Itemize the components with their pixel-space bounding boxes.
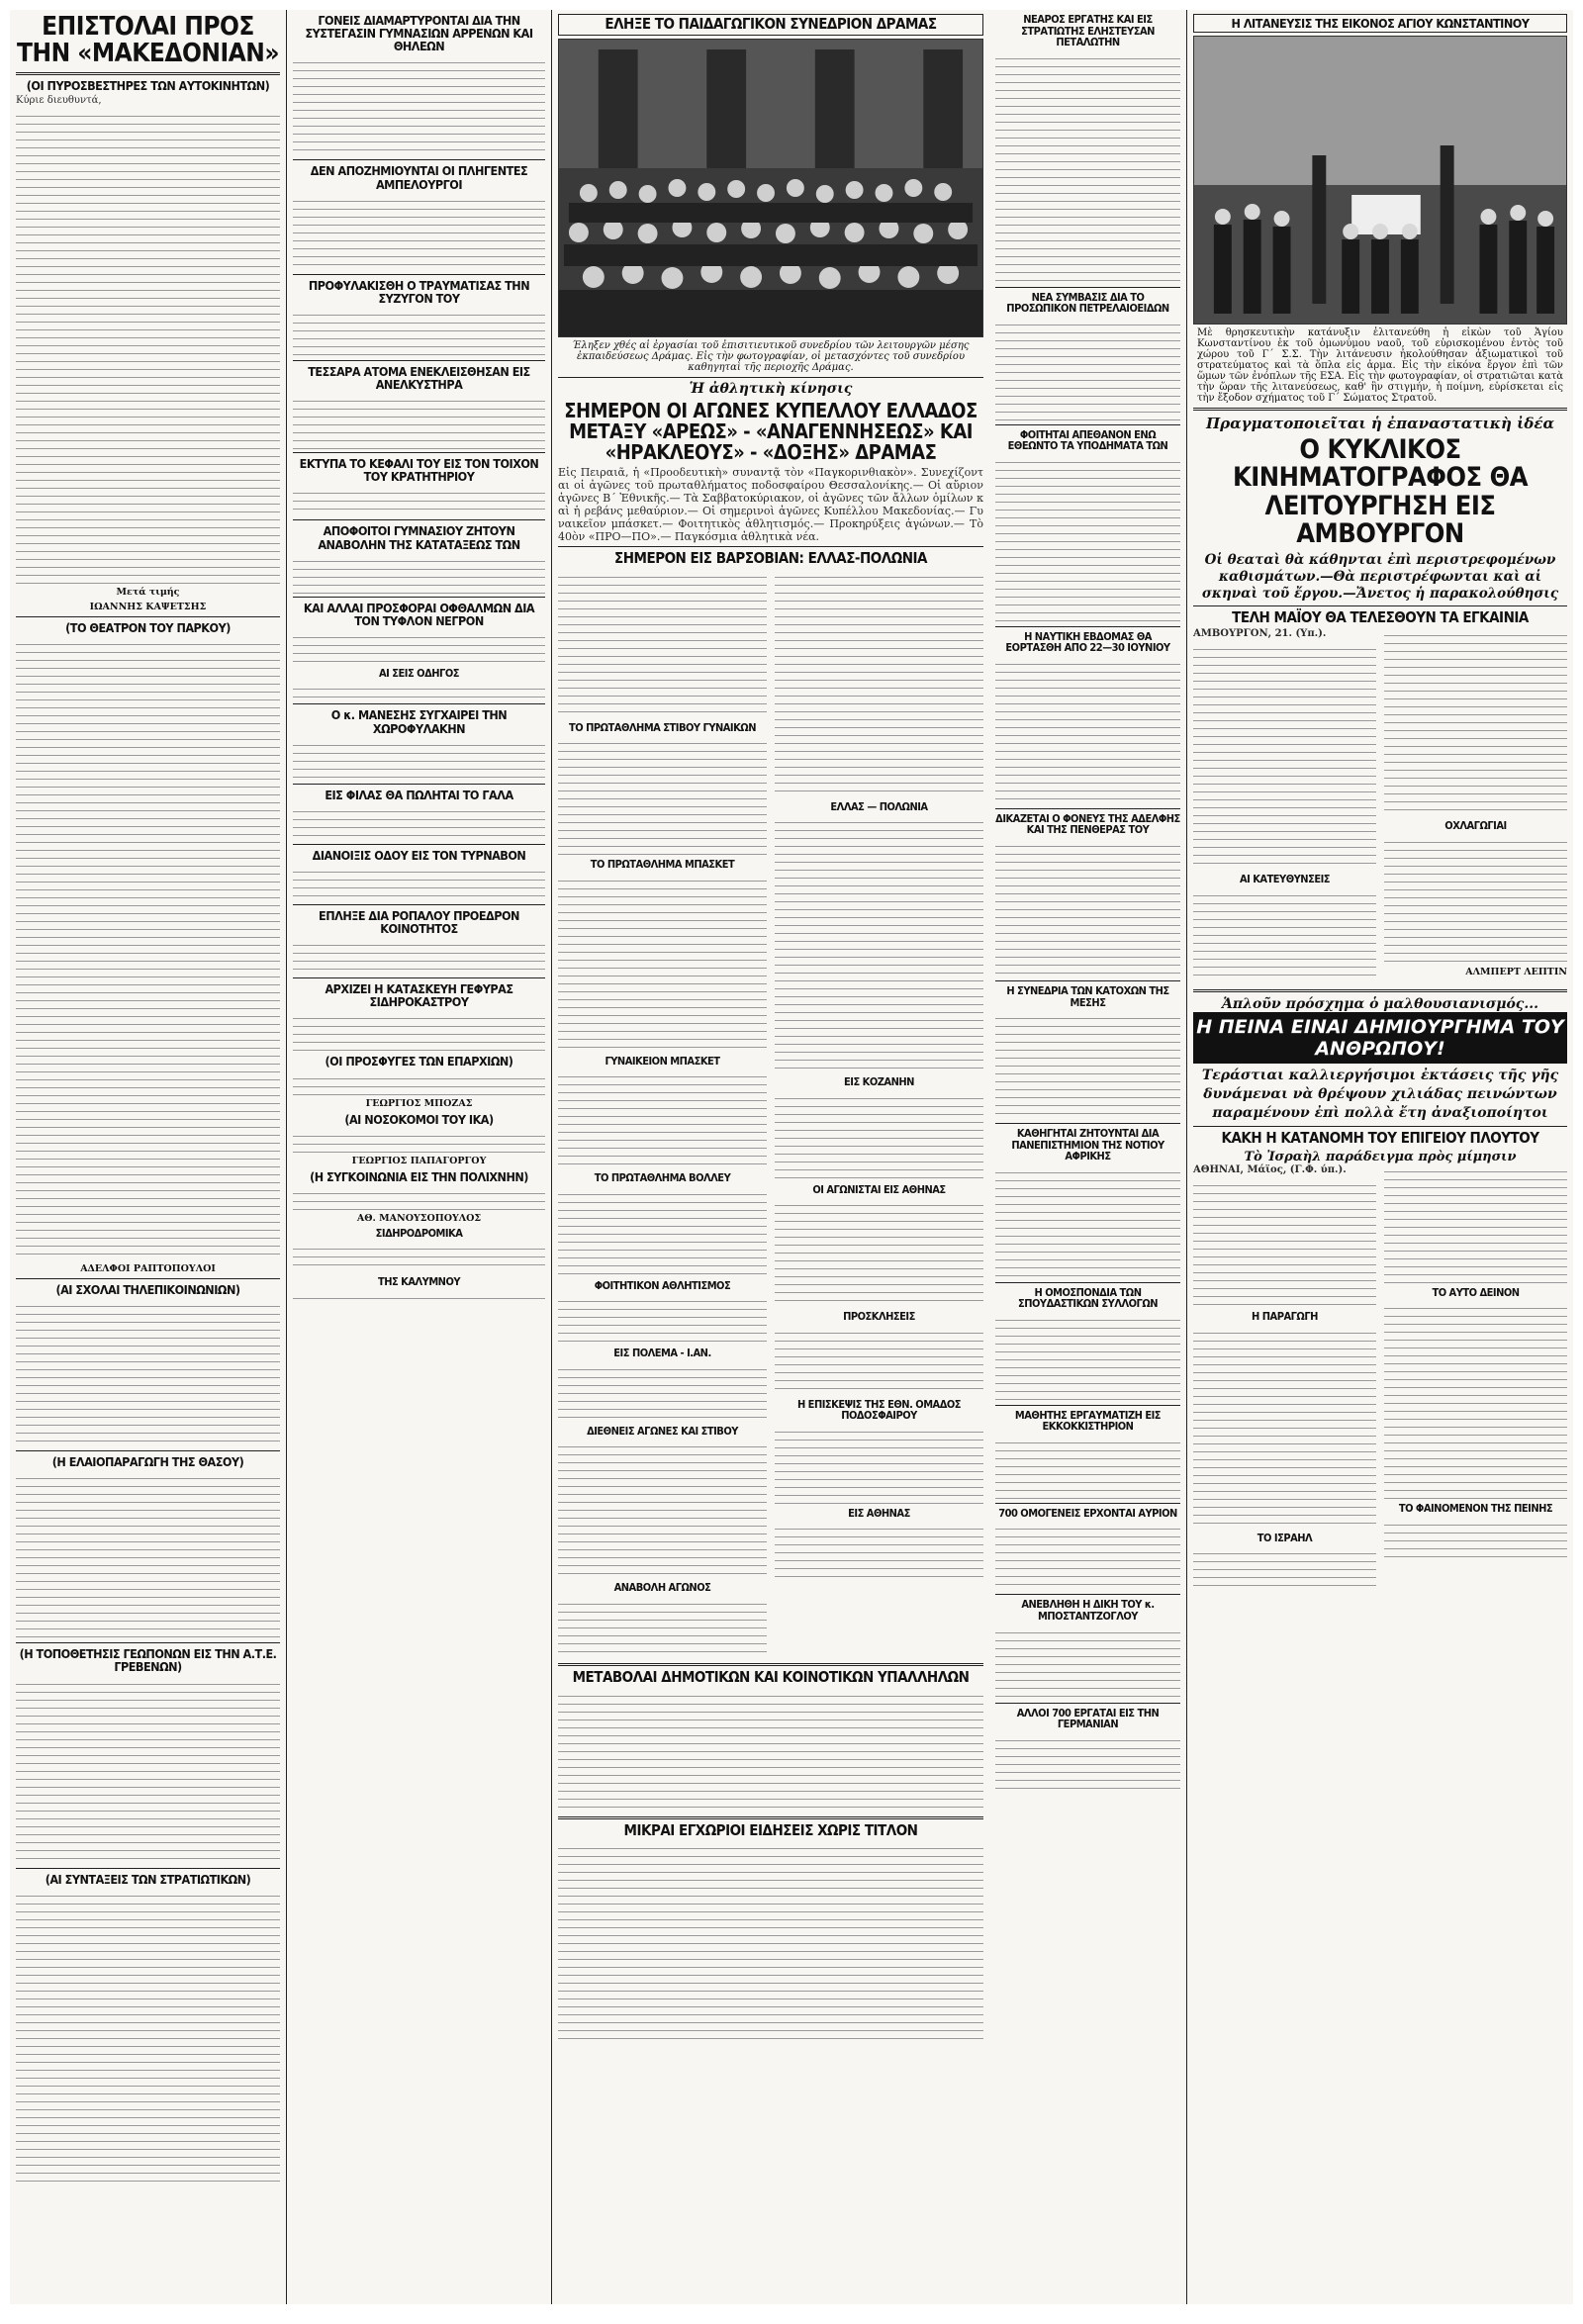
letter-signature-closing: Μετά τιμής [116, 586, 180, 598]
headline-students-shoes: ΦΟΙΤΗΤΑΙ ΑΠΕΘΑΝΟΝ ΕΝΩ ΕΘΕΩΝΤΟ ΤΑ ΥΠΟΔΗΜΑΤΑ ΤΩΝ [1007, 427, 1168, 453]
sports-text-10 [775, 570, 983, 797]
sports-sub-women-basket: ΓΥΝΑΙΚΕΙΟΝ ΜΠΑΣΚΕΤ [605, 1054, 720, 1068]
sports-text-14 [775, 1326, 983, 1395]
article-wife-injured [293, 308, 545, 357]
hunger-two-columns [1193, 1164, 1567, 1589]
letter-body-olive-oil [16, 1471, 280, 1639]
letter-signature-manousopoulos: ΑΘ. ΜΑΝΟΥΣΟΠΟΥΛΟΣ [356, 1212, 482, 1224]
headline-student-federation: Η ΟΜΟΣΠΟΝΔΙΑ ΤΩΝ ΣΠΟΥΔΑΣΤΙΚΩΝ ΣΥΛΛΟΓΩΝ [1017, 1285, 1159, 1311]
sports-kicker: Ἡ ἀθλητικὴ κίνησις [689, 380, 853, 397]
headline-milk-bottles: ΕΙΣ ΦΙΛΑΣ ΘΑ ΠΩΛΗΤΑΙ ΤΟ ΓΑΛΑ [325, 787, 513, 802]
article-driver [293, 682, 545, 700]
letter-signature-papagorgou: ΓΕΩΡΓΙΟΣ ΠΑΠΑΓΟΡΓΟΥ [351, 1155, 487, 1166]
sports-right-col [775, 570, 983, 1659]
hunger-text-3 [1193, 1546, 1376, 1586]
headline-railways: ΣΙΔΗΡΟΔΡΟΜΙΚΑ [375, 1226, 463, 1240]
letter-heading-polichni-transport: (Η ΣΥΓΚΟΙΝΩΝΙΑ ΕΙΣ ΤΗΝ ΠΟΛΙΧΝΗΝ) [310, 1168, 528, 1184]
headline-wife-injured: ΠΡΟΦΥΛΑΚΙΣΘΗ Ο ΤΡΑΥΜΑΤΙΣΑΣ ΤΗΝ ΣΥΖΥΓΟΝ ΤΟΥ [308, 277, 530, 306]
letter-body-agronomists [16, 1677, 280, 1865]
headline-young-worker: ΝΕΑΡΟΣ ΕΡΓΑΤΗΣ ΚΑΙ ΕΙΣ ΣΤΡΑΤΙΩΤΗΣ ΕΛΗΣΤΕΥΣΑΝ ΠΕΤΑΛΩΤΗΝ [1021, 13, 1155, 49]
headline-bridge: ΑΡΧΙΖΕΙ Η ΚΑΤΑΣΚΕΥΗ ΓΕΦΥΡΑΣ ΣΙΔΗΡΟΚΑΣΤΡΟΥ [325, 981, 513, 1010]
article-milk [293, 804, 545, 841]
cinema-sub-entertainment: ΟΧΛΑΓΩΓΙΑΙ [1444, 819, 1507, 833]
column-news-brief [287, 10, 552, 2304]
article-municipal-staff [558, 1689, 983, 1813]
photo-procession [1193, 36, 1567, 325]
article-bridge [293, 1011, 545, 1051]
article-parents-protest [293, 55, 545, 156]
headline-warsaw: ΣΗΜΕΡΟΝ ΕΙΣ ΒΑΡΣΟΒΙΑΝ: ΕΛΛΑΣ-ΠΟΛΩΝΙΑ [614, 548, 927, 567]
sports-sub-women-track: ΤΟ ΠΡΩΤΑΘΛΗΜΑ ΣΤΙΒΟΥ ΓΥΝΑΙΚΩΝ [569, 720, 756, 734]
headline-naval-week: Η ΝΑΥΤΙΚΗ ΕΒΔΟΜΑΣ ΘΑ ΕΟΡΤΑΣΘΗ ΑΠΟ 22—30 ΙΟΥΝΙΟΥ [1005, 629, 1170, 655]
sports-sub-polema: ΕΙΣ ΠΟΛΕΜΑ - Ι.ΑΝ. [613, 1347, 711, 1360]
sports-left-col [558, 570, 767, 1659]
letter-signature-bozas: ΓΕΩΡΓΙΟΣ ΜΠΟΖΑΣ [365, 1097, 473, 1109]
cinema-text-4 [1384, 835, 1567, 964]
article-club-attack [293, 938, 545, 975]
headline-trial-postponed: ΑΝΕΒΛΗΘΗ Η ΔΙΚΗ ΤΟΥ κ. ΜΠΟΣΤΑΝΤΖΟΓΛΟΥ [1021, 1598, 1155, 1624]
headline-municipal-staff: ΜΕΤΑΒΟΛΑΙ ΔΗΜΟΤΙΚΩΝ ΚΑΙ ΚΟΙΝΟΤΙΚΩΝ ΥΠΑΛΛΗΛΩΝ [572, 1667, 970, 1686]
headline-kalymnos: ΤΗΣ ΚΑΛΥΜΝΟΥ [377, 1275, 461, 1289]
hunger-deck: Τεράστιαι καλλιεργήσιμοι ἐκτάσεις τῆς γῆς δυνάμεναι νὰ θρέψουν χιλιάδας πεινώντων παραμένουν ἐπὶ πολλὰ ἔτη ἀναξιοποίητοι [1201, 1068, 1559, 1121]
article-murderer-trial [995, 839, 1180, 977]
sports-text-4 [558, 1069, 767, 1168]
letter-body-theatre [16, 637, 280, 1260]
headline-cup-games: ΣΗΜΕΡΟΝ ΟΙ ΑΓΩΝΕΣ ΚΥΠΕΛΛΟΥ ΕΛΛΑΔΟΣ ΜΕΤΑΞΥ «ΑΡΕΩΣ» - «ΑΝΑΓΕΝΝΗΣΕΩΣ» ΚΑΙ «ΗΡΑΚΛΕΟΥΣ» - «ΔΟΞΗΣ» ΔΡΑΜΑΣ [564, 398, 978, 464]
letter-continued-body [293, 1071, 545, 1095]
hunger-sub-same-evil: ΤΟ ΑΥΤΟ ΔΕΙΝΟΝ [1432, 1285, 1520, 1299]
cinema-text-1 [1193, 642, 1376, 870]
headline-manesis: Ο κ. ΜΑΝΕΣΗΣ ΣΥΓΧΑΙΡΕΙ ΤΗΝ ΧΩΡΟΦΥΛΑΚΗΝ [330, 707, 508, 736]
letter-body-pensions [16, 1889, 280, 2185]
sports-text-16 [775, 1522, 983, 1581]
hunger-text-5 [1384, 1301, 1567, 1499]
letter-heading-telecom-schools: (ΑΙ ΣΧΟΛΑΙ ΤΗΛΕΠΙΚΟΙΝΩΝΙΩΝ) [55, 1282, 240, 1298]
letter-body-extinguishers [16, 109, 280, 584]
letter-continued-body [293, 1186, 545, 1210]
letter-heading-theatre: (ΤΟ ΘΕΑΤΡΟΝ ΤΟΥ ΠΑΡΚΟΥ) [65, 619, 231, 635]
article-young-worker [995, 51, 1180, 284]
hunger-text-1 [1193, 1178, 1376, 1307]
letter-signature-name: ΙΩΑΝΝΗΣ ΚΑΨΕΤΣΗΣ [89, 601, 207, 612]
column-features [1187, 10, 1573, 2304]
article-naval-week [995, 657, 1180, 805]
hunger-dateline: ΑΘΗΝΑΙ, Μάϊος, (Γ.Φ. ύπ.). [1193, 1163, 1347, 1175]
column-local-news [989, 10, 1187, 2304]
headline-jail-wall: ΕΚΤΥΠΑ ΤΟ ΚΕΦΑΛΙ ΤΟΥ ΕΙΣ ΤΟΝ ΤΟΙΧΟΝ ΤΟΥ ΚΡΑΤΗΤΗΡΙΟΥ [299, 456, 539, 485]
sports-text-11 [775, 815, 983, 1072]
photo-conference [558, 39, 983, 337]
sports-text-3 [558, 874, 767, 1052]
sports-two-columns [558, 570, 983, 1659]
headline-circular-cinema: Ο ΚΥΚΛΙΚΟΣ ΚΙΝΗΜΑΤΟΓΡΑΦΟΣ ΘΑ ΛΕΙΤΟΥΡΓΗΣΗ ΕΙΣ ΑΜΒΟΥΡΓΟΝ [1232, 434, 1529, 550]
letter-continued-body [293, 1129, 545, 1153]
headline-eye-offers: ΚΑΙ ΑΛΛΑΙ ΠΡΟΣΦΟΡΑΙ ΟΦΘΑΛΜΩΝ ΔΙΑ ΤΟΝ ΤΥΦΛΟΝ ΝΕΓΡΟΝ [303, 600, 535, 628]
letters-continued [293, 1055, 545, 1223]
sports-text-13 [775, 1198, 983, 1307]
headline-opening-may: ΤΕΛΗ ΜΑΪΟΥ ΘΑ ΤΕΛΕΣΘΟΥΝ ΤΑ ΕΓΚΑΙΝΙΑ [1232, 607, 1529, 626]
procession-photo-image [1194, 37, 1566, 324]
article-owners-meeting [995, 1011, 1180, 1120]
cinema-left-col [1193, 628, 1376, 985]
article-jail-wall [293, 486, 545, 516]
letter-heading-extinguishers: (ΟΙ ΠΥΡΟΣΒΕΣΤΗΡΕΣ ΤΩΝ ΑΥΤΟΚΙΝΗΤΩΝ) [26, 77, 270, 93]
article-students-shoes [995, 455, 1180, 623]
hunger-right-col [1384, 1164, 1567, 1589]
letters-title: ΕΠΙΣΤΟΛΑΙ ΠΡΟΣ ΤΗΝ «ΜΑΚΕΔΟΝΙΑΝ» [17, 12, 279, 69]
sports-sub-volley: ΤΟ ΠΡΩΤΑΘΛΗΜΑ ΒΟΛΛΕΥ [594, 1171, 731, 1185]
sports-sub-postponed: ΑΝΑΒΟΛΗ ΑΓΩΝΟΣ [613, 1581, 711, 1595]
hunger-sub-production: Η ΠΑΡΑΓΩΓΗ [1252, 1309, 1318, 1323]
headline-700-expats: 700 ΟΜΟΓΕΝΕΙΣ ΕΡΧΟΝΤΑΙ ΑΥΡΙΟΝ [998, 1506, 1177, 1520]
sports-sub-greece-poland: ΕΛΛΑΣ — ΠΟΛΩΝΙΑ [830, 799, 928, 813]
article-student-injured [995, 1436, 1180, 1500]
sports-text-7 [558, 1362, 767, 1422]
article-graduates [293, 554, 545, 594]
letter-heading-refugees: (ΟΙ ΠΡΟΣΦΥΓΕΣ ΤΩΝ ΕΠΑΡΧΙΩΝ) [325, 1054, 513, 1069]
hunger-sub-israel: ΤΟ ΙΣΡΑΗΛ [1257, 1531, 1313, 1544]
headline-minor-news: ΜΙΚΡΑΙ ΕΓΧΩΡΙΟΙ ΕΙΔΗΣΕΙΣ ΧΩΡΙΣ ΤΙΤΛΟΝ [623, 1820, 918, 1839]
article-700-expats [995, 1522, 1180, 1591]
cinema-dateline: ΑΜΒΟΥΡΓΟΝ, 21. (Υπ.). [1193, 628, 1327, 640]
letter-body-telecom [16, 1299, 280, 1447]
hunger-left-col [1193, 1164, 1376, 1589]
hunger-text-4 [1384, 1164, 1567, 1283]
cinema-text-3 [1384, 628, 1567, 816]
sports-sub-athens: ΕΙΣ ΑΘΗΝΑΣ [848, 1506, 910, 1520]
letter-greeting: Κύριε διευθυντά, [16, 94, 102, 106]
sports-text-15 [775, 1425, 983, 1504]
sports-sub-kozani: ΕΙΣ ΚΟΖΑΝΗΝ [844, 1075, 914, 1089]
sports-sub-basket: ΤΟ ΠΡΩΤΑΘΛΗΜΑ ΜΠΑΣΚΕΤ [590, 858, 735, 872]
headline-murderer-trial: ΔΙΚΑΖΕΤΑΙ Ο ΦΟΝΕΥΣ ΤΗΣ ΑΔΕΛΦΗΣ ΚΑΙ ΤΗΣ ΠΕΝΘΕΡΑΣ ΤΟΥ [995, 811, 1180, 837]
headline-owners-meeting: Η ΣΥΝΕΔΡΙΑ ΤΩΝ ΚΑΤΟΧΩΝ ΤΗΣ ΜΕΣΗΣ [1006, 984, 1169, 1009]
article-student-federation [995, 1313, 1180, 1402]
hunger-text-2 [1193, 1326, 1376, 1529]
sports-text-9 [558, 1597, 767, 1656]
newspaper-page [10, 10, 1573, 2304]
cinema-two-columns [1193, 628, 1567, 985]
article-tyrnavos [293, 865, 545, 901]
cinema-deck: Οἱ θεαταὶ θὰ κάθηνται ἐπὶ περιστρεφομένων καθισμάτων.—Θὰ περιστρέφωνται καὶ αἱ σκηναὶ τοῦ ἔργου.—Ἄνετος ἡ παρακολούθησις [1201, 551, 1559, 602]
letter-heading-nurses: (ΑΙ ΝΟΣΟΚΟΜΟΙ ΤΟΥ ΙΚΑ) [344, 1111, 494, 1127]
article-workers-germany [995, 1733, 1180, 1793]
letter-heading-olive-oil: (Η ΕΛΑΙΟΠΑΡΑΓΩΓΗ ΤΗΣ ΘΑΣΟΥ) [51, 1454, 244, 1470]
cinema-byline: ΑΛΜΠΕΡΤ ΛΕΠΤΙΝ [1465, 966, 1567, 977]
hunger-israel-sub: Τὸ Ἰσραὴλ παράδειγμα πρὸς μίμησιν [1244, 1149, 1517, 1164]
headline-vine-growers: ΔΕΝ ΑΠΟΖΗΜΙΟΥΝΤΑΙ ΟΙ ΠΛΗΓΕΝΤΕΣ ΑΜΠΕΛΟΥΡΓΟΙ [310, 163, 528, 192]
headline-procession: Η ΛΙΤΑΝΕΥΣΙΣ ΤΗΣ ΕΙΚΟΝΟΣ ΑΓΙΟΥ ΚΩΝΣΤΑΝΤΙΝΟΥ [1193, 14, 1567, 33]
headline-tyrnavos-road: ΔΙΑΝΟΙΞΙΣ ΟΔΟΥ ΕΙΣ ΤΟΝ ΤΥΡΝΑΒΟΝ [312, 847, 526, 863]
headline-petroleum-contract: ΝΕΑ ΣΥΜΒΑΣΙΣ ΔΙΑ ΤΟ ΠΡΟΣΩΠΙΚΟΝ ΠΕΤΡΕΛΑΙΟΕΙΔΩΝ [1006, 290, 1169, 316]
article-petroleum [995, 318, 1180, 421]
sports-sub-invitations: ΠΡΟΣΚΛΗΣΕΙΣ [843, 1310, 915, 1324]
article-vine-growers [293, 194, 545, 271]
conference-photo-image [559, 40, 982, 336]
sports-text-6 [558, 1294, 767, 1344]
cinema-kicker: Πραγματοποιεῖται ἡ ἐπαναστατικὴ ἰδέα [1205, 415, 1554, 433]
article-minor-news [558, 1841, 983, 2039]
cinema-sub-directions: ΑΙ ΚΑΤΕΥΘΥΝΣΕΙΣ [1239, 873, 1331, 886]
letter-signature-brothers: ΑΔΕΛΦΟΙ ΡΑΠΤΟΠΟΥΛΟΙ [80, 1263, 216, 1275]
headline-professors-africa: ΚΑΘΗΓΗΤΑΙ ΖΗΤΟΥΝΤΑΙ ΔΙΑ ΠΑΝΕΠΙΣΤΗΜΙΟΝ ΤΗΣ ΝΟΤΙΟΥ ΑΦΡΙΚΗΣ [1011, 1127, 1164, 1163]
article-railways [293, 1242, 545, 1272]
sports-sub-athletes-athens: ΟΙ ΑΓΩΝΙΣΤΑΙ ΕΙΣ ΑΘΗΝΑΣ [812, 1182, 946, 1196]
headline-workers-germany: ΑΛΛΟΙ 700 ΕΡΓΑΤΑΙ ΕΙΣ ΤΗΝ ΓΕΡΜΑΝΙΑΝ [1016, 1706, 1160, 1731]
sports-text-2 [558, 736, 767, 855]
sports-sub-intl-track: ΔΙΕΘΝΕΙΣ ΑΓΩΝΕΣ ΚΑΙ ΣΤΙΒΟΥ [587, 1424, 738, 1438]
article-elevator [293, 394, 545, 449]
headline-drama-conference: ΕΛΗΞΕ ΤΟ ΠΑΙΔΑΓΩΓΙΚΟΝ ΣΥΝΕΔΡΙΟΝ ΔΡΑΜΑΣ [558, 14, 983, 36]
headline-elevator: ΤΕΣΣΑΡΑ ΑΤΟΜΑ ΕΝΕΚΛΕΙΣΘΗΣΑΝ ΕΙΣ ΑΝΕΛΚΥΣΤΗΡΑ [308, 363, 530, 392]
procession-caption: Μὲ θρησκευτικὴν κατάνυξιν ἐλιτανεύθη ἡ εἰκὼν τοῦ Ἁγίου Κωνσταντίνου ἐκ τοῦ ὁμωνύμου ναοῦ, τοῦ εὑρισκομένου ἐντὸς τοῦ χώρου τοῦ Γ΄ Σ.Σ. Τὴν λιτάνευσιν ἠκολούθησαν ἀξιωματικοὶ τοῦ στρατεύματος καὶ τὰ ὅπλα εἰς ἀρμα. Εἰς τὴν εἰκόνα ἔργον ἐπὶ τῶν ὥμων τῶν ἐνόπλων τῆς ΕΣΑ. Εἰς τὴν φωτογραφίαν, οἱ στρατιῶται κατὰ τὴν ὥραν τῆς λιτανεύσεως, καθ' ἣν στιγμήν, ἡ ποίμνη, εὑρίσκεται εἰς τὴν ἔξοδον σχήματος τοῦ Γ΄ Σώματος Στρατοῦ. [1197, 327, 1563, 405]
cinema-text-2 [1193, 888, 1376, 982]
sports-text-12 [775, 1091, 983, 1180]
headline-driver: ΑΙ ΣΕΙΣ ΟΔΗΓΟΣ [378, 666, 460, 680]
column-sports [552, 10, 989, 2304]
sports-text-5 [558, 1187, 767, 1276]
headline-student-injured: ΜΑΘΗΤΗΣ ΕΡΓΑΥΜΑΤΙΖΗ ΕΙΣ ΕΚΚΟΚΚΙΣΤΗΡΙΟΝ [1014, 1408, 1162, 1434]
sports-sub-national-team: Η ΕΠΙΣΚΕΨΙΣ ΤΗΣ ΕΘΝ. ΟΜΑΔΟΣ ΠΟΔΟΣΦΑΙΡΟΥ [796, 1397, 962, 1423]
conference-caption: Έληξεν χθές αἱ ἐργασίαι τοῦ ἐπισιτιευτικοῦ συνεδρίου τῶν λειτουργῶν μέσης ἐκπαιδεύσεως Δράμας. Εἰς τὴν φωτογραφίαν, οἱ μετασχόντες τοῦ συνεδρίου καθηγηταὶ τῆς περιοχῆς Δράμας. [572, 339, 970, 373]
cinema-right-col [1384, 628, 1567, 985]
sports-text-8 [558, 1440, 767, 1578]
headline-graduates: ΑΠΟΦΟΙΤΟΙ ΓΥΜΝΑΣΙΟΥ ΖΗΤΟΥΝ ΑΝΑΒΟΛΗΝ ΤΗΣ ΚΑΤΑΤΑΞΕΩΣ ΤΩΝ [318, 523, 520, 552]
sports-text-1 [558, 570, 767, 718]
headline-parents-protest: ΓΟΝΕΙΣ ΔΙΑΜΑΡΤΥΡΟΝΤΑΙ ΔΙΑ ΤΗΝ ΣΥΣΤΕΓΑΣΙΝ ΓΥΜΝΑΣΙΩΝ ΑΡΡΕΝΩΝ ΚΑΙ ΘΗΛΕΩΝ [305, 13, 533, 54]
hunger-sub-phenomenon: ΤΟ ΦΑΙΝΟΜΕΝΟΝ ΤΗΣ ΠΕΙΝΗΣ [1398, 1502, 1553, 1516]
article-trial-postponed [995, 1626, 1180, 1700]
hunger-kicker: Ἁπλοῦν πρόσχημα ὁ μαλθουσιανισμός... [1222, 996, 1538, 1012]
sports-sub-student: ΦΟΙΤΗΤΙΚΟΝ ΑΘΛΗΤΙΣΜΟΣ [594, 1278, 731, 1292]
headline-hunger: Η ΠΕΙΝΑ ΕΙΝΑΙ ΔΗΜΙΟΥΡΓΗΜΑ ΤΟΥ ΑΝΘΡΩΠΟΥ! [1193, 1012, 1567, 1064]
letter-heading-pensions: (ΑΙ ΣΥΝΤΑΞΕΙΣ ΤΩΝ ΣΤΡΑΤΙΩΤΙΚΩΝ) [45, 1871, 251, 1887]
hunger-text-6 [1384, 1518, 1567, 1557]
column-letters [10, 10, 287, 2304]
article-manesis [293, 738, 545, 781]
headline-club-attack: ΕΠΛΗΞΕ ΔΙΑ ΡΟΠΑΛΟΥ ΠΡΟΕΔΡΟΝ ΚΟΙΝΟΤΗΤΟΣ [319, 907, 519, 937]
sports-lead: Εἰς Πειραιᾶ, ἡ «Προοδευτικὴ» συναντᾷ τὸν «Παγκορινθιακὸν». Συνεχίζονται οἱ ἀγῶνες τοῦ πρωταθλήματος ποδοσφαίρου Θεσσαλονίκης.— Οἱ αὔριον ἀγῶνες Β΄ Ἐθνικῆς.— Τὰ Σαββατοκύριακον, οἱ ἀγῶνες τῶν ἄλλων ὁμίλων καὶ ἡ ρεβάνς μεθαύριον.— Οἱ σημερινοὶ ἀγῶνες Κυπέλλου Μακεδονίας.— Γυναικεῖον μπάσκετ.— Φοιτητικὸς ἀθλητισμός.— Προκηρύξεις ἀγώνων.— Τὸ 40ὸν «ΠΡΟ—ΠΟ».— Παγκόσμια ἀθλητικὰ νέα. [558, 465, 983, 543]
article-eye-offers [293, 630, 545, 664]
article-professors-africa [995, 1165, 1180, 1279]
headline-wealth-distribution: ΚΑΚΗ Η ΚΑΤΑΝΟΜΗ ΤΟΥ ΕΠΙΓΕΙΟΥ ΠΛΟΥΤΟΥ [1221, 1129, 1539, 1147]
article-kalymnos [293, 1291, 545, 1305]
letter-heading-agronomists: (Η ΤΟΠΟΘΕΤΗΣΙΣ ΓΕΩΠΟΝΩΝ ΕΙΣ ΤΗΝ Α.Τ.Ε. ΓΡΕΒΕΝΩΝ) [19, 1646, 277, 1675]
